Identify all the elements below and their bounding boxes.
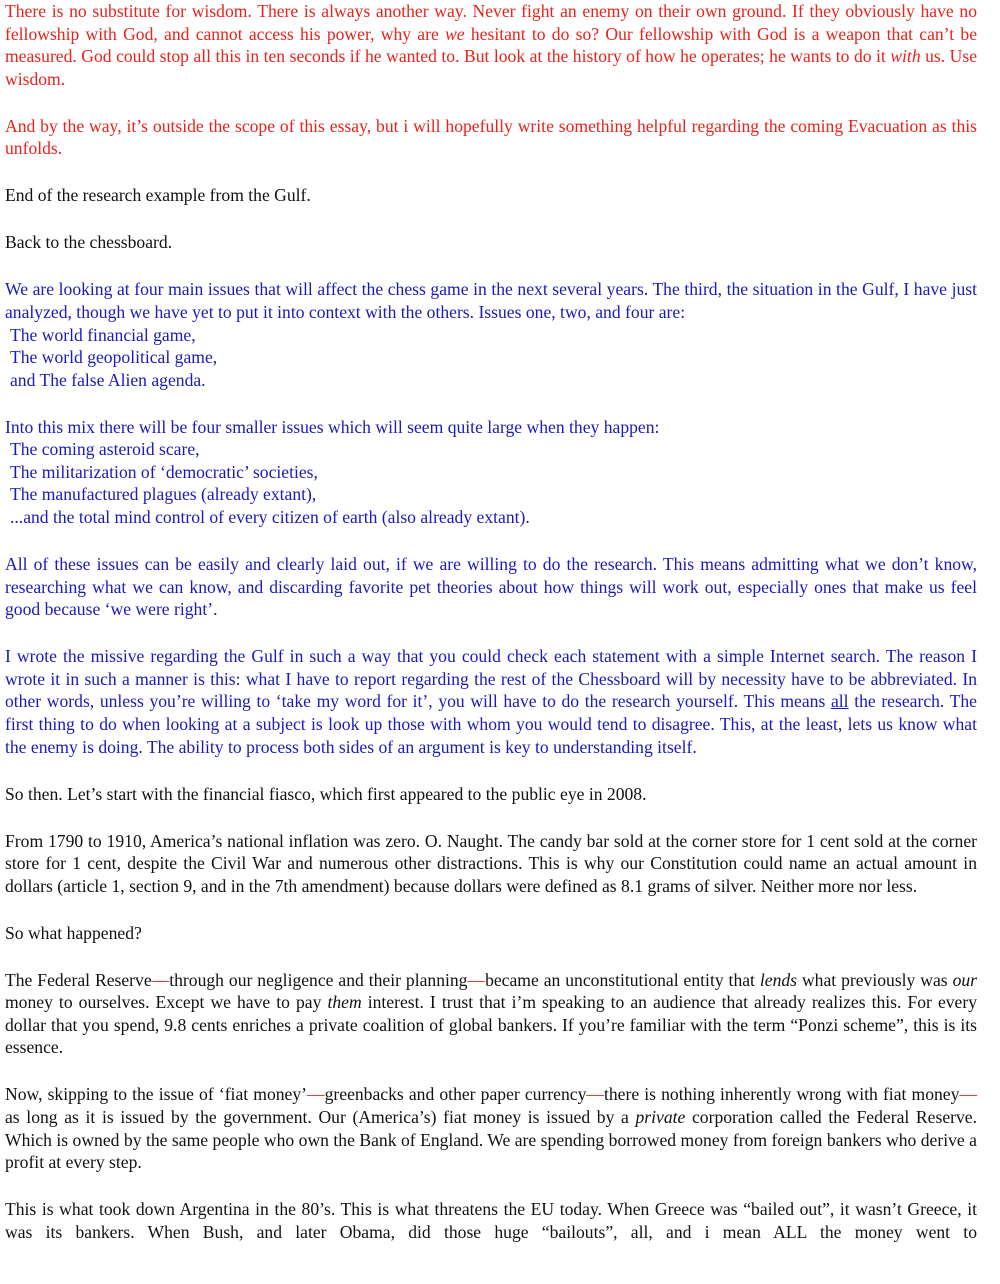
paragraph-research: All of these issues can be easily and clearly laid out, if we are willing to do the research. This means admitting what we don’t know, researching what we can know, and discarding favorite pet theories about how things will work out, especially ones that make us feel good because ‘we were right’. (5, 554, 977, 620)
em-dash: — (959, 1084, 977, 1105)
paragraph-argentina: This is what took down Argentina in the 80’s. This is what threatens the EU today. When Greece was “bailed out”, it wasn’t Greece, it was its bankers. When Bush, and later Obama, did those huge “bailouts”, all, and i mean ALL the money went to (5, 1199, 977, 1242)
paragraph-what-happened: So what happened? (5, 922, 142, 943)
em-dash: — (151, 969, 170, 990)
document-page (5, 0, 977, 1243)
paragraph-four-main-issues: We are looking at four main issues that will affect the chess game in the next several years. The third, the situation in the Gulf, I have just analyzed, though we have yet to put it into context with the others. Issues one, two, and four are: (5, 279, 977, 322)
paragraph-inflation: From 1790 to 1910, America’s national inflation was zero. O. Naught. The candy bar sold at the corner store for 1 cent sold at the corner store for 1 cent, despite the Civil War and numerous other distractions. This is why our Constitution could name an actual amount in dollars (article 1, section 9, and in the 7th amendment) because dollars were defined as 8.1 grams of silver. Neither more nor less. (5, 830, 977, 896)
text-run: as long as it is issued by the government. Our (America’s) fiat money is issued by a (5, 1107, 636, 1128)
text-run: hesitant to do so? Our fellowship with God is a weapon that can’t be measured. God could stop all this in ten seconds if he wanted to. But look at the history of how he operates; he wants to do it (5, 23, 978, 67)
text-run: I wrote the missive regarding the Gulf in such a way that you could check each statement with a simple Internet search. The reason I wrote it in such a manner is this: what I have to report regarding the rest of the Chessboard will by necessity have to be abbreviated. In other words, unless you’re willing to ‘take my word for it’, you will have to do the research yourself. This means (5, 646, 977, 712)
list-item: The world financial game, (10, 324, 196, 345)
text-run: There is no substitute for wisdom. There is always another way. Never fight an enemy on their own ground. If they obviously have no fellowship with God, and cannot access his power, why are (5, 1, 977, 44)
text-run: The Federal Reserve (5, 969, 152, 990)
italic-text: lends (759, 969, 798, 990)
italic-text: our (952, 969, 978, 990)
list-item: The manufactured plagues (already extant), (10, 484, 317, 505)
paragraph-federal-reserve (5, 969, 977, 1059)
text-run: there is nothing inherently wrong with fiat money (603, 1084, 960, 1105)
paragraph-financial-fiasco: So then. Let’s start with the financial fiasco, which first appeared to the public eye in 2008. (5, 783, 647, 804)
list-item: and The false Alien agenda. (10, 369, 206, 390)
text-run: money to ourselves. Except we have to pay (5, 992, 328, 1013)
paragraph-smaller-issues: Into this mix there will be four smaller issues which will seem quite large when they happen: (5, 416, 660, 437)
list-item: The coming asteroid scare, (10, 439, 200, 460)
italic-text: them (327, 992, 362, 1013)
text-run: what previously was (797, 969, 953, 990)
text-run: interest. I trust that i’m speaking to an audience that already realizes this. For every dollar that you spend, 9.8 cents enriches a private coalition of global bankers. If you’re familiar with the term “Ponzi scheme”, this is its essence. (5, 992, 978, 1058)
text-run: corporation called the Federal Reserve. Which is owned by the same people who own the Bank of England. We are spending borrowed money from foreign bankers who derive a profit at every step. (5, 1107, 977, 1173)
em-dash: — (586, 1084, 604, 1105)
em-dash: — (467, 969, 486, 990)
text-run: the research. The first thing to do when looking at a subject is look up those with whom you would tend to disagree. This, at the least, lets us know what the enemy is doing. The ability to process both sides of an argument is key to understanding itself. (5, 691, 977, 757)
text-run: greenbacks and other paper currency (324, 1084, 587, 1105)
paragraph-back-to-chessboard: Back to the chessboard. (5, 232, 173, 253)
italic-text: we (445, 23, 465, 44)
list-item: The militarization of ‘democratic’ societies, (10, 461, 318, 482)
text-run: Now, skipping to the issue of ‘fiat money’ (5, 1084, 308, 1105)
em-dash: — (307, 1084, 325, 1105)
text-run: through our negligence and their planning (169, 969, 468, 990)
paragraph-end-of-research: End of the research example from the Gulf. (5, 185, 311, 206)
paragraph-fiat-money (5, 1083, 977, 1173)
paragraph-wisdom (5, 0, 977, 90)
underlined-text: all (830, 691, 849, 712)
italic-text: private (635, 1107, 686, 1128)
text-run: became an unconstitutional entity that (485, 969, 760, 990)
paragraph-evacuation: And by the way, it’s outside the scope of this essay, but i will hopefully write something helpful regarding the coming Evacuation as this unfolds. (5, 115, 977, 159)
italic-text: with (890, 46, 921, 67)
text-run: us. Use wisdom. (5, 46, 978, 89)
list-item: ...and the total mind control of every citizen of earth (also already extant). (10, 507, 530, 528)
paragraph-missive (5, 645, 977, 758)
list-item: The world geopolitical game, (10, 347, 218, 368)
